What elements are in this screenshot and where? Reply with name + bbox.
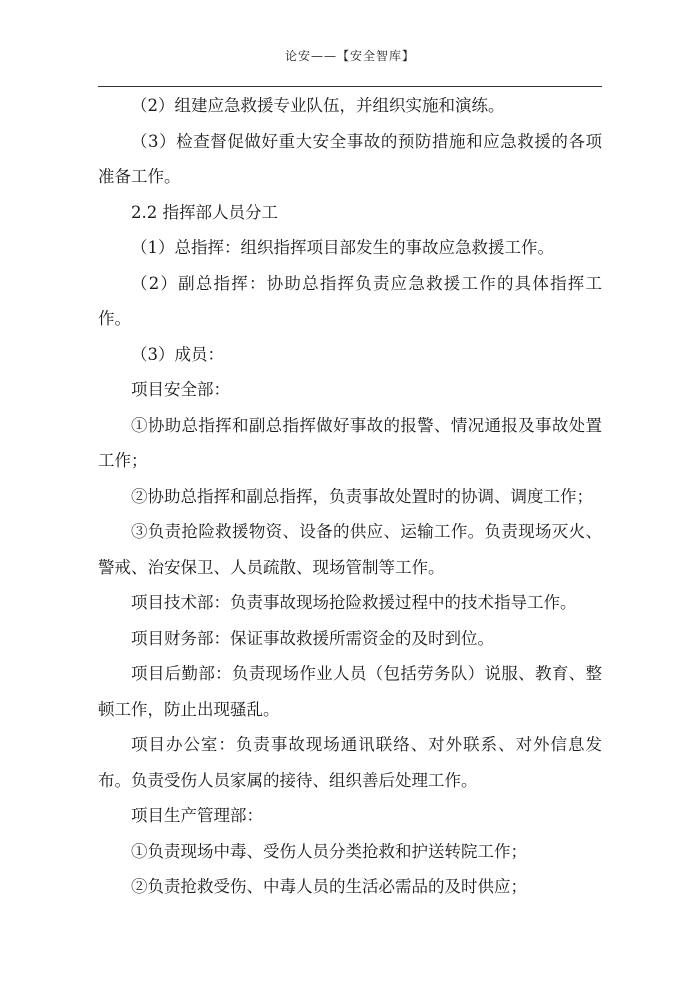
paragraph: ②协助总指挥和副总指挥，负责事故处置时的协调、调度工作； <box>131 486 593 506</box>
paragraph: 项目后勤部：负责现场作业人员（包括劳务队）说服、教育、整顿工作，防止出现骚乱。 <box>98 664 602 719</box>
paragraph: （2）组建应急救援专业队伍，并组织实施和演练。 <box>131 96 505 115</box>
paragraph: 项目技术部：负责事故现场抢险救援过程中的技术指导工作。 <box>131 593 577 612</box>
header-divider <box>98 86 602 87</box>
section-heading: 2.2 指挥部人员分工 <box>131 202 278 222</box>
paragraph: （1）总指挥：组织指挥项目部发生的事故应急救援工作。 <box>131 238 554 257</box>
paragraph: （3）检查督促做好重大安全事故的预防措施和应急救援的各项准备工作。 <box>98 131 602 186</box>
paragraph: 项目办公室：负责事故现场通讯联络、对外联系、对外信息发布。负责受伤人员家属的接待、组织善后处理工作。 <box>98 735 602 790</box>
paragraph: ①协助总指挥和副总指挥做好事故的报警、情况通报及事故处置工作； <box>98 415 602 470</box>
paragraph: ③负责抢险救援物资、设备的供应、运输工作。负责现场灭火、警戒、治安保卫、人员疏散、现场管制等工作。 <box>98 522 602 577</box>
paragraph: ①负责现场中毒、受伤人员分类抢救和护送转院工作； <box>131 841 527 861</box>
paragraph: ②负责抢救受伤、中毒人员的生活必需品的及时供应； <box>131 877 527 896</box>
paragraph: （3）成员： <box>131 344 224 364</box>
paragraph: （2）副总指挥：协助总指挥负责应急救援工作的具体指挥工作。 <box>98 273 602 328</box>
paragraph: 项目财务部：保证事故救援所需资金的及时到位。 <box>131 628 494 648</box>
subsection-label: 项目安全部： <box>131 380 230 399</box>
document-body <box>98 88 602 905</box>
page-header: 论安——【安全智库】 <box>284 49 415 63</box>
subsection-label: 项目生产管理部： <box>131 806 263 825</box>
